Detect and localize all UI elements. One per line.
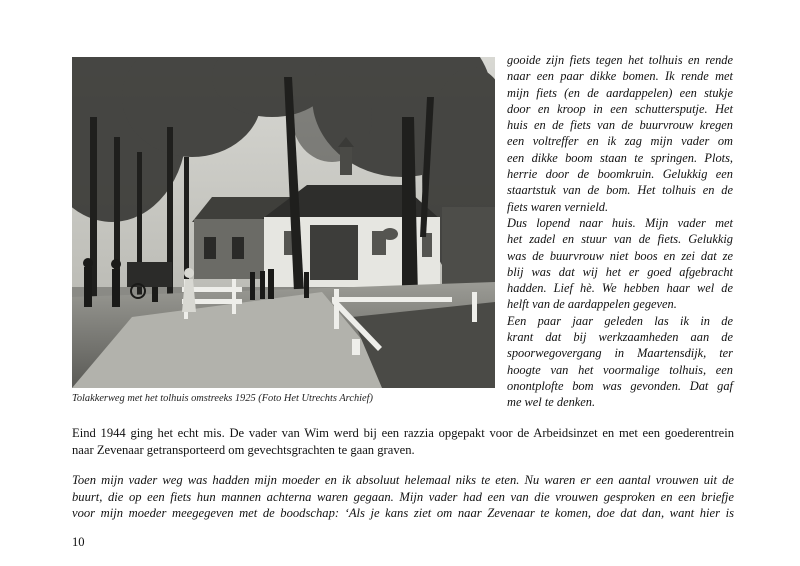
text-line: huis en de fiets van de buurvrouw kregen xyxy=(507,118,733,133)
text-line: Een paar jaar geleden las ik in de xyxy=(507,313,733,328)
photo-caption: Tolakkerweg met het tolhuis omstreeks 1925 (Foto Het Utrechts Archief) xyxy=(72,393,373,404)
text-line: naar een paar dikke bomen. Ik rende met xyxy=(507,69,733,84)
text-line: gooide zijn fiets tegen het tolhuis en rende xyxy=(507,53,733,67)
text-line: Dus lopend naar huis. Mijn vader met xyxy=(507,215,733,230)
text-line: staartstuk van de bom. Het tolhuis en de xyxy=(507,183,733,198)
text-line: krant dat bij werkzaamheden aan de xyxy=(507,330,733,345)
text-line: een dikke boom staan te springen. Plots, xyxy=(507,150,733,165)
text-line: door en kroop in een schuttersputje. Het xyxy=(507,101,733,116)
text-line: het zadel en stuur van de fiets. Gelukkig xyxy=(507,232,733,247)
historic-photo xyxy=(72,57,495,388)
text-line: herrie door de boomkruin. Gelukkig een xyxy=(507,167,733,182)
text-line: blij was dat wij het er goed afgebracht xyxy=(507,264,733,279)
text-line: was de buurvrouw niet boos en zei dat ze xyxy=(507,248,733,263)
side-column-text xyxy=(507,52,733,411)
text-line: een voltreffer en ik zag mijn vader om xyxy=(507,134,733,149)
text-line: Toen mijn vader weg was hadden mijn moeder en ik absoluut helemaal niks te eten. Nu waren er een aantal vrouwen uit de xyxy=(72,473,734,487)
text-line: hadden. Lief hè. We hebben haar wel de xyxy=(507,281,733,296)
tollhouse-photo-illustration xyxy=(72,57,495,388)
text-line: Eind 1944 ging het echt mis. De vader van Wim werd bij een razzia opgepakt voor de Arbeidsinzet en met een goederentrein xyxy=(72,426,734,440)
text-line: onontplofte bom was gevonden. Dat gaf xyxy=(507,378,733,393)
text-line: helft van de aardappelen gegeven. xyxy=(507,297,677,312)
text-line: hoogte van het voormalige tolhuis, een xyxy=(507,362,733,377)
page-number: 10 xyxy=(72,535,85,549)
text-line: me wel te denken. xyxy=(507,395,596,410)
text-line: voor mijn moeder meegegeven met de boodschap: ‘Als je kans ziet om naar Zevenaar te komen, doe dat dan, want hier is xyxy=(72,506,734,521)
body-paragraph-2 xyxy=(72,472,734,522)
text-line: buurt, die op een fiets hun mannen achterna waren gegaan. Mijn vader had een van die vrouwen gesproken en een briefje xyxy=(72,489,734,504)
body-paragraph-1 xyxy=(72,425,734,458)
text-line: naar Zevenaar getransporteerd om gevechtsgrachten te gaan graven. xyxy=(72,442,415,457)
text-line: fiets waren vernield. xyxy=(507,199,609,214)
text-line: spoorwegovergang in Maartensdijk, ter xyxy=(507,346,733,361)
text-line: mijn fiets (en de aardappelen) een stukje xyxy=(507,85,733,100)
